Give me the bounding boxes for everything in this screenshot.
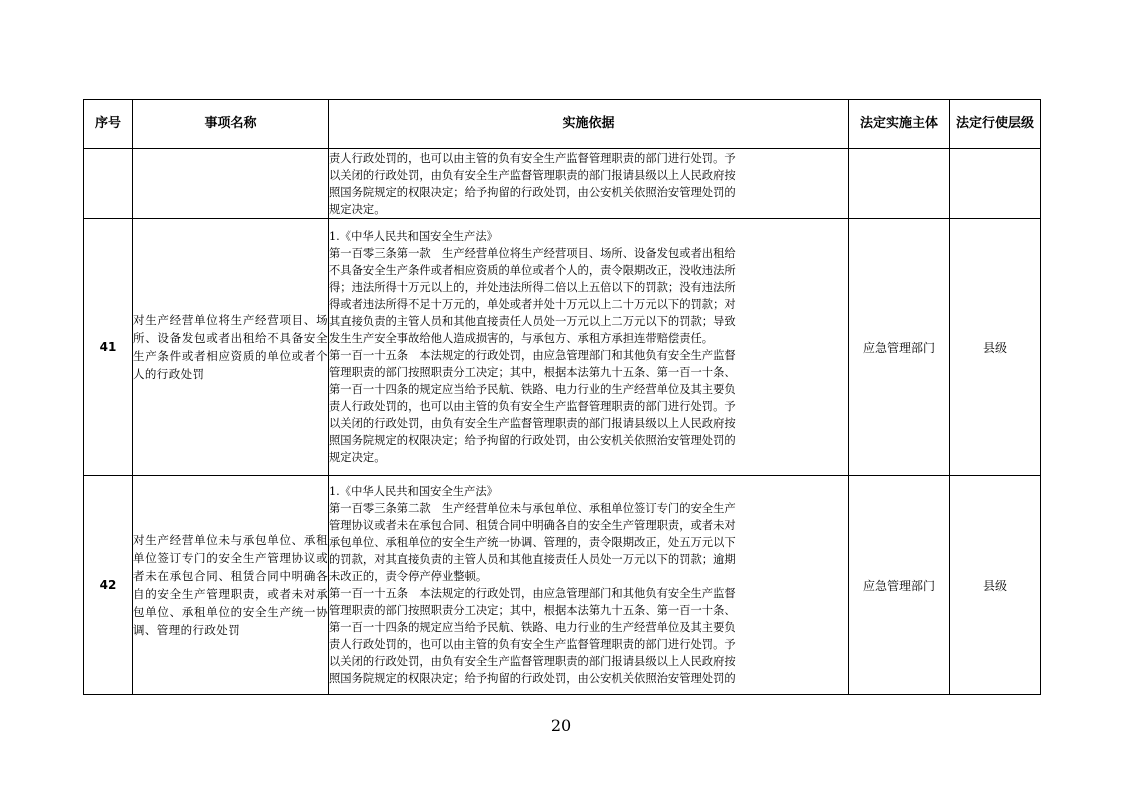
header-item-name: 事项名称 bbox=[133, 100, 329, 149]
serial-number-cell bbox=[84, 149, 133, 219]
basis-line: 得；违法所得十万元以上的，并处违法所得二倍以上五倍以下的罚款；没有违法所 bbox=[329, 281, 736, 294]
basis-line: 1.《中华人民共和国安全生产法》 bbox=[329, 230, 498, 243]
exercise-level-cell bbox=[950, 149, 1041, 219]
legal-basis-cell bbox=[329, 476, 849, 695]
serial-number: 41 bbox=[84, 219, 133, 476]
basis-line: 发生生产安全事故给他人造成损害的，与承包方、承租方承担连带赔偿责任。 bbox=[329, 332, 714, 345]
basis-line: 未改正的，责令停产停业整顿。 bbox=[329, 570, 488, 583]
header-implementing-body: 法定实施主体 bbox=[849, 100, 950, 149]
page-number: 20 bbox=[550, 716, 572, 735]
basis-line: 以关闭的行政处罚，由负有安全生产监督管理职责的部门报请县级以上人民政府按 bbox=[329, 417, 736, 430]
basis-line: 照国务院规定的权限决定；给予拘留的行政处罚，由公安机关依照治安管理处罚的 bbox=[329, 185, 736, 199]
header-exercise-level: 法定行使层级 bbox=[950, 100, 1041, 149]
table-row-continuation bbox=[84, 149, 1041, 219]
basis-line: 管理职责的部门按照职责分工决定；其中，根据本法第九十五条、第一百一十条、 bbox=[329, 604, 736, 617]
basis-line: 第一百一十四条的规定应当给予民航、铁路、电力行业的生产经营单位及其主要负 bbox=[329, 383, 736, 396]
item-name: 对生产经营单位未与承包单位、承租单位签订专门的安全生产管理协议或者未在承包合同、租赁合同中明确各自的安全生产管理职责，或者未对承包单位、承租单位的安全生产统一协调、管理的行政处罚 bbox=[133, 476, 329, 695]
basis-line: 以关闭的行政处罚，由负有安全生产监督管理职责的部门报请县级以上人民政府按 bbox=[329, 655, 736, 668]
basis-line: 第一百一十四条的规定应当给予民航、铁路、电力行业的生产经营单位及其主要负 bbox=[329, 621, 736, 634]
exercise-level: 县级 bbox=[950, 219, 1041, 476]
table-header-row bbox=[84, 100, 1041, 149]
basis-line: 不具备安全生产条件或者相应资质的单位或者个人的，责令限期改正，没收违法所 bbox=[329, 264, 736, 277]
basis-line: 责人行政处罚的，也可以由主管的负有安全生产监督管理职责的部门进行处罚。予 bbox=[329, 638, 736, 651]
serial-number: 42 bbox=[84, 476, 133, 695]
basis-line: 1.《中华人民共和国安全生产法》 bbox=[329, 485, 498, 498]
basis-line: 照国务院规定的权限决定；给予拘留的行政处罚，由公安机关依照治安管理处罚的 bbox=[329, 434, 736, 447]
table-row bbox=[84, 476, 1041, 695]
implementing-body-cell bbox=[849, 149, 950, 219]
basis-line: 规定决定。 bbox=[329, 202, 386, 216]
basis-line: 照国务院规定的权限决定；给予拘留的行政处罚，由公安机关依照治安管理处罚的 bbox=[329, 672, 736, 685]
basis-line: 第一百一十五条 本法规定的行政处罚，由应急管理部门和其他负有安全生产监督 bbox=[329, 349, 736, 362]
enforcement-items-table bbox=[83, 99, 1041, 695]
implementing-body: 应急管理部门 bbox=[849, 476, 950, 695]
legal-basis-cell bbox=[329, 149, 849, 219]
basis-line: 责人行政处罚的，也可以由主管的负有安全生产监督管理职责的部门进行处罚。予 bbox=[329, 151, 736, 165]
basis-line: 管理协议或者未在承包合同、租赁合同中明确各自的安全生产管理职责，或者未对 bbox=[329, 519, 736, 532]
basis-line: 其直接负责的主管人员和其他直接责任人员处一万元以上二万元以下的罚款；导致 bbox=[329, 315, 736, 328]
basis-line: 的罚款，对其直接负责的主管人员和其他直接责任人员处一万元以下的罚款；逾期 bbox=[329, 553, 736, 566]
basis-line: 以关闭的行政处罚，由负有安全生产监督管理职责的部门报请县级以上人民政府按 bbox=[329, 168, 736, 182]
exercise-level: 县级 bbox=[950, 476, 1041, 695]
header-serial-number: 序号 bbox=[84, 100, 133, 149]
header-legal-basis: 实施依据 bbox=[329, 100, 849, 149]
basis-line: 承包单位、承租单位的安全生产统一协调、管理的，责令限期改正，处五万元以下 bbox=[329, 536, 736, 549]
item-name-cell bbox=[133, 149, 329, 219]
basis-line: 第一百一十五条 本法规定的行政处罚，由应急管理部门和其他负有安全生产监督 bbox=[329, 587, 736, 600]
basis-line: 第一百零三条第一款 生产经营单位将生产经营项目、场所、设备发包或者出租给 bbox=[329, 247, 736, 260]
legal-basis-cell bbox=[329, 219, 849, 476]
basis-line: 第一百零三条第二款 生产经营单位未与承包单位、承租单位签订专门的安全生产 bbox=[329, 502, 736, 515]
basis-line: 责人行政处罚的，也可以由主管的负有安全生产监督管理职责的部门进行处罚。予 bbox=[329, 400, 736, 413]
basis-line: 管理职责的部门按照职责分工决定；其中，根据本法第九十五条、第一百一十条、 bbox=[329, 366, 736, 379]
basis-line: 规定决定。 bbox=[329, 451, 386, 464]
table-row bbox=[84, 219, 1041, 476]
item-name: 对生产经营单位将生产经营项目、场所、设备发包或者出租给不具备安全生产条件或者相应资质的单位或者个人的行政处罚 bbox=[133, 219, 329, 476]
basis-line: 得或者违法所得不足十万元的，单处或者并处十万元以上二十万元以下的罚款；对 bbox=[329, 298, 736, 311]
implementing-body: 应急管理部门 bbox=[849, 219, 950, 476]
